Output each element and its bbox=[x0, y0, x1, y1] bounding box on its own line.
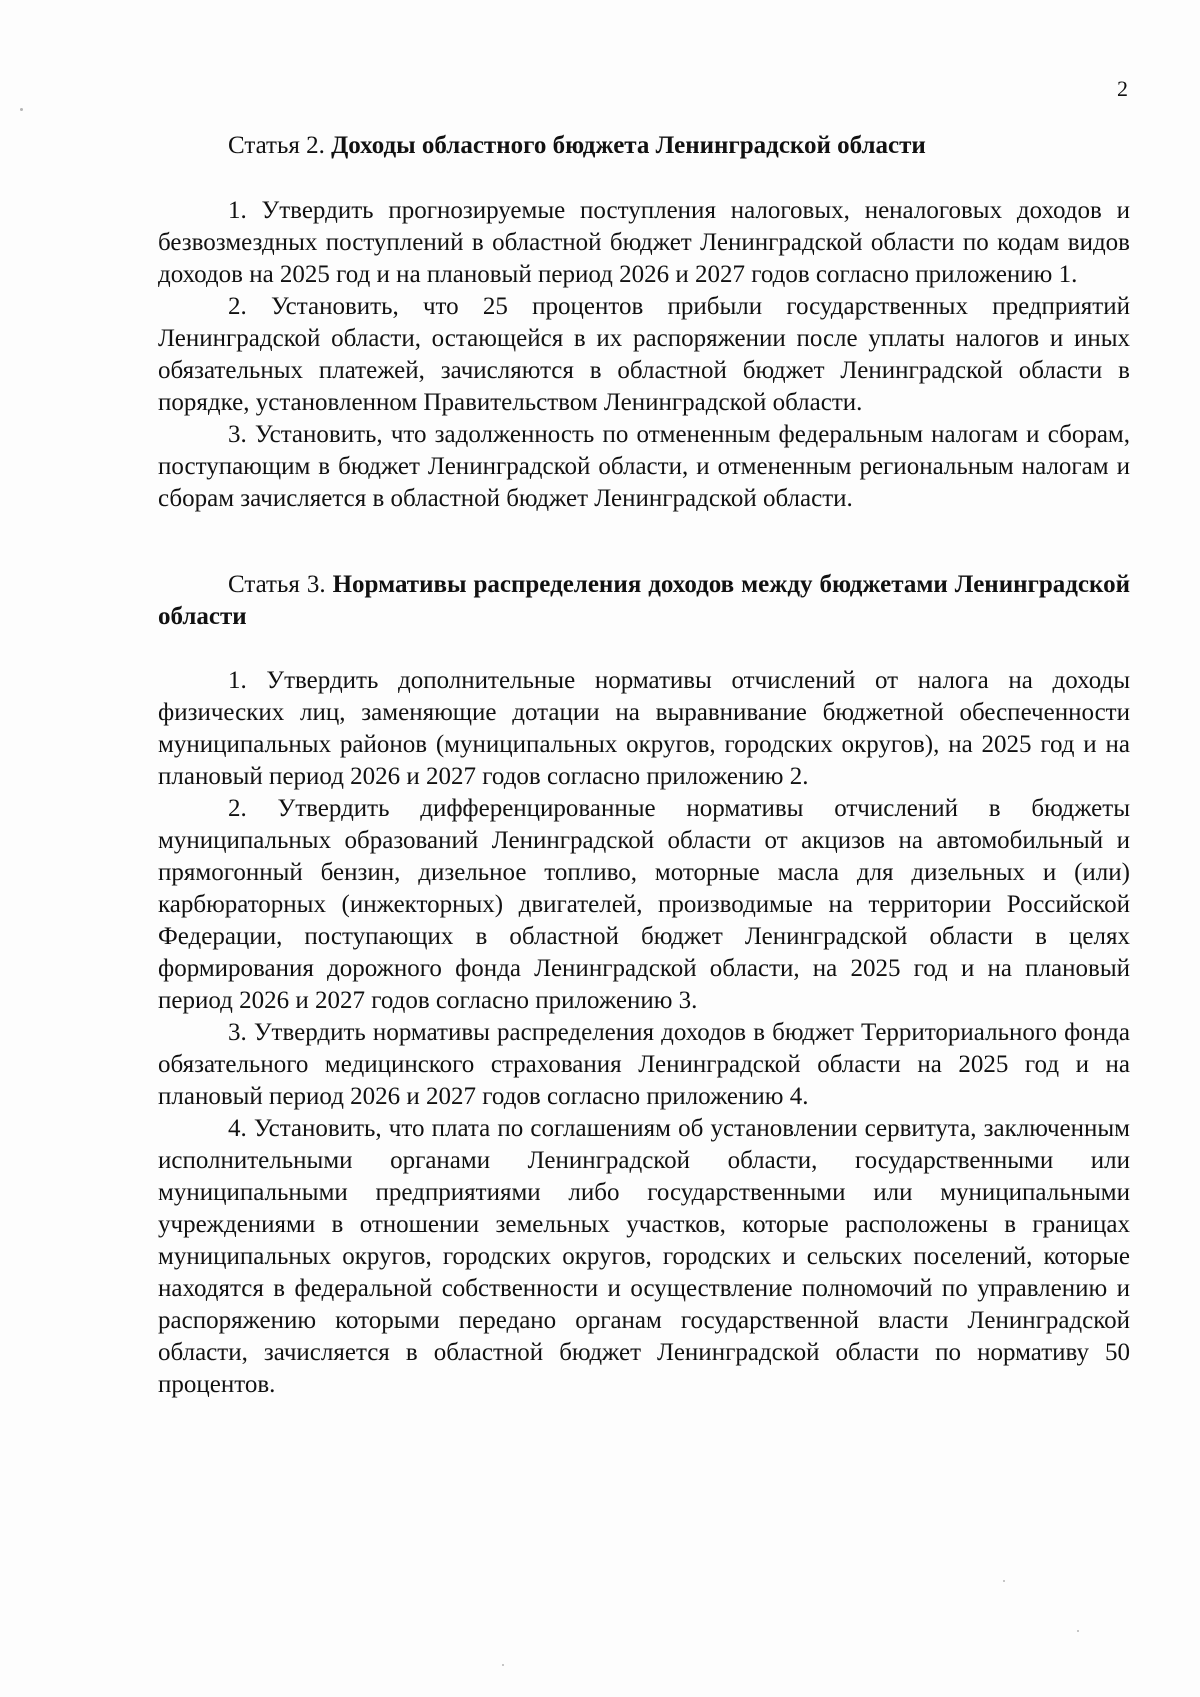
scan-speck bbox=[1077, 1630, 1079, 1632]
article-3-paragraph-2: 2. Утвердить дифференцированные нормативы отчислений в бюджеты муниципальных образований Ленинградской области от акцизов на автомобильный и прямогонный бензин, дизельное топливо, моторные масла для дизельных и (или) карбюраторных (инжекторных) двигателей, производимые на территории Российской Федерации, поступающих в областной бюджет Ленинградской области в целях формирования дорожного фонда Ленинградской области, на 2025 год и на плановый период 2026 и 2027 годов согласно приложению 3. bbox=[158, 795, 1130, 1014]
article-3-title: Нормативы распределения доходов между бюджетами Ленинградской области bbox=[158, 571, 1131, 630]
article-2-paragraph-3: 3. Установить, что задолженность по отмененным федеральным налогам и сборам, поступающим в бюджет Ленинградской области, и отмененным региональным налогам и сборам зачисляется в областной бюджет Ленинградской области. bbox=[158, 421, 1130, 512]
document-body bbox=[158, 130, 1130, 1401]
article-3-paragraph-1: 1. Утвердить дополнительные нормативы отчислений от налога на доходы физических лиц, заменяющие дотации на выравнивание бюджетной обеспеченности муниципальных районов (муниципальных округов, городских округов), на 2025 год и на плановый период 2026 и 2027 годов согласно приложению 2. bbox=[158, 667, 1130, 790]
scan-speck bbox=[502, 1664, 504, 1666]
article-2-heading bbox=[158, 130, 1130, 162]
scan-speck bbox=[1003, 1580, 1005, 1582]
article-3-paragraph-3: 3. Утвердить нормативы распределения доходов в бюджет Территориального фонда обязательного медицинского страхования Ленинградской области на 2025 год и на плановый период 2026 и 2027 годов согласно приложению 4. bbox=[158, 1019, 1130, 1110]
article-2-paragraph-2: 2. Установить, что 25 процентов прибыли государственных предприятий Ленинградской области, остающейся в их распоряжении после уплаты налогов и иных обязательных платежей, зачисляются в областной бюджет Ленинградской области в порядке, установленном Правительством Ленинградской области. bbox=[158, 293, 1130, 416]
article-3-number: Статья 3. bbox=[228, 571, 326, 598]
scan-speck bbox=[20, 108, 23, 111]
article-2-number: Статья 2. bbox=[228, 132, 325, 159]
page-number: 2 bbox=[1117, 76, 1128, 101]
article-3-paragraph-4: 4. Установить, что плата по соглашениям об установлении сервитута, заключенным исполнительными органами Ленинградской области, государственными или муниципальными предприятиями либо государственными или муниципальными учреждениями в отношении земельных участков, которые расположены в границах муниципальных округов, городских округов, городских и сельских поселений, которые находятся в федеральной собственности и осуществление полномочий по управлению и распоряжению которыми передано органам государственной власти Ленинградской области, зачисляется в областной бюджет Ленинградской области по нормативу 50 процентов. bbox=[158, 1115, 1130, 1398]
article-3-heading bbox=[158, 569, 1130, 633]
article-2-paragraph-1: 1. Утвердить прогнозируемые поступления налоговых, неналоговых доходов и безвозмездных поступлений в областной бюджет Ленинградской области по кодам видов доходов на 2025 год и на плановый период 2026 и 2027 годов согласно приложению 1. bbox=[158, 197, 1130, 288]
article-2-title: Доходы областного бюджета Ленинградской области bbox=[331, 132, 926, 159]
spacer bbox=[158, 633, 1130, 665]
spacer bbox=[158, 162, 1130, 195]
spacer bbox=[158, 515, 1130, 569]
